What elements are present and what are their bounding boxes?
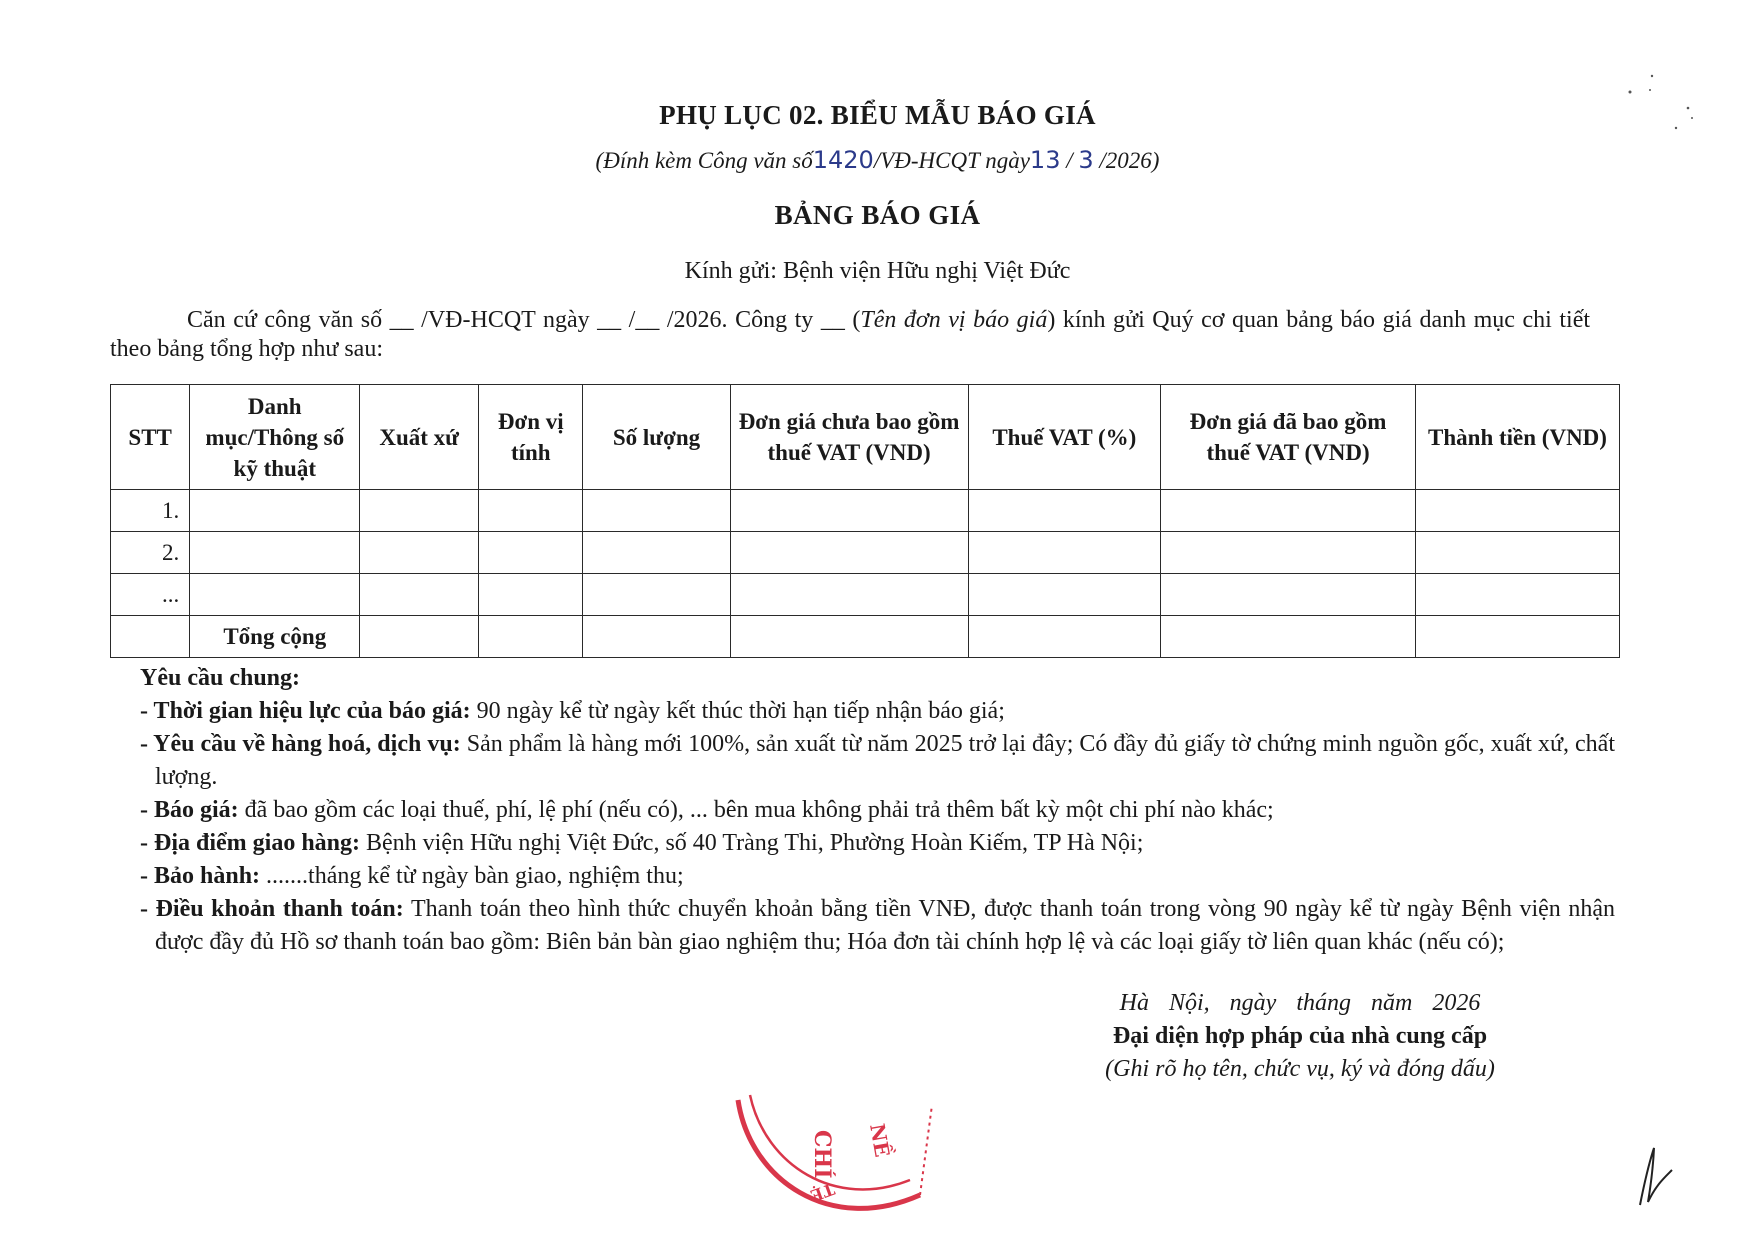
intro-text-after: ) kính gửi Quý cơ quan bảng báo giá danh mục chi tiết theo bảng tổng hợp như sau: xyxy=(110,307,1591,362)
row-stt: 2. xyxy=(111,532,190,574)
intro-italic-placeholder: Tên đơn vị báo giá xyxy=(860,307,1048,333)
header-origin: Xuất xứ xyxy=(360,385,479,490)
table-cell xyxy=(360,616,479,658)
header-vat-rate: Thuế VAT (%) xyxy=(968,385,1161,490)
requirement-item xyxy=(140,827,1615,860)
requirement-label: - Địa điểm giao hàng: xyxy=(140,830,361,856)
header-stt: STT xyxy=(111,385,190,490)
red-seal-stamp-icon xyxy=(720,1085,950,1230)
table-cell xyxy=(479,490,583,532)
header-amount: Thành tiền (VND) xyxy=(1416,385,1620,490)
requirement-text: .......tháng kể từ ngày bàn giao, nghiệm thu; xyxy=(260,863,684,889)
table-cell xyxy=(1161,490,1416,532)
requirement-item xyxy=(140,728,1615,794)
table-cell xyxy=(1416,616,1620,658)
svg-text:TỆ: TỆ xyxy=(807,1179,838,1206)
table-cell xyxy=(360,574,479,616)
table-cell xyxy=(111,616,190,658)
signature-note: (Ghi rõ họ tên, chức vụ, ký và đóng dấu) xyxy=(1105,1056,1495,1082)
table-cell xyxy=(583,532,730,574)
table-total-row xyxy=(111,616,1620,658)
table-cell xyxy=(1161,574,1416,616)
table-cell xyxy=(968,490,1161,532)
subtitle-prefix: (Đính kèm Công văn số xyxy=(595,148,813,173)
table-cell xyxy=(360,490,479,532)
table-cell xyxy=(968,532,1161,574)
table-cell xyxy=(730,490,968,532)
intro-text-before: Căn cứ công văn số __ /VĐ-HCQT ngày __ /__ /2026. Công ty __ ( xyxy=(187,307,861,333)
table-cell xyxy=(1161,616,1416,658)
table-cell xyxy=(583,616,730,658)
requirement-label: - Thời gian hiệu lực của báo giá: xyxy=(140,698,471,724)
row-stt: 1. xyxy=(111,490,190,532)
requirements-heading: Yêu cầu chung: xyxy=(140,665,301,691)
table-cell xyxy=(190,490,360,532)
table-cell xyxy=(360,532,479,574)
header-quantity: Số lượng xyxy=(583,385,730,490)
table-cell xyxy=(479,616,583,658)
table-cell xyxy=(730,574,968,616)
requirement-text: Thanh toán theo hình thức chuyển khoản bằng tiền VNĐ, được thanh toán trong vòng 90 ngày kể từ ngày Bệnh viện nhận được đầy đủ Hồ sơ thanh toán bao gồm: Biên bản bàn giao nghiệm thu; Hóa đơn tài chính hợp lệ và các loại giấy tờ liên quan khác (nếu có); xyxy=(155,896,1616,955)
handwritten-initial-icon xyxy=(1620,1140,1680,1210)
header-price-incl-vat: Đơn giá đã bao gồm thuế VAT (VND) xyxy=(1161,385,1416,490)
header-unit: Đơn vị tính xyxy=(479,385,583,490)
requirement-item xyxy=(140,893,1615,959)
svg-text:CHÍ: CHÍ xyxy=(809,1130,835,1179)
handwritten-doc-number: 1420 xyxy=(812,146,874,174)
subtitle-mid: /VĐ-HCQT ngày xyxy=(873,148,1030,173)
table-cell xyxy=(479,532,583,574)
requirement-item xyxy=(140,860,1615,893)
signature-date-line: Hà Nội, ngày tháng năm 2026 xyxy=(1119,990,1481,1016)
table-cell xyxy=(583,574,730,616)
signature-representative: Đại diện hợp pháp của nhà cung cấp xyxy=(1112,1023,1488,1049)
table-row xyxy=(111,532,1620,574)
appendix-title: PHỤ LỤC 02. BIỂU MẪU BÁO GIÁ xyxy=(659,100,1096,130)
table-cell xyxy=(1416,574,1620,616)
table-row xyxy=(111,490,1620,532)
general-requirements xyxy=(140,662,1615,959)
table-cell xyxy=(479,574,583,616)
requirement-item xyxy=(140,794,1615,827)
requirement-text: Bệnh viện Hữu nghị Việt Đức, số 40 Tràng Thi, Phường Hoàn Kiếm, TP Hà Nội; xyxy=(360,830,1144,856)
total-label: Tổng cộng xyxy=(190,616,360,658)
table-cell xyxy=(968,616,1161,658)
requirement-text: Sản phẩm là hàng mới 100%, sản xuất từ năm 2025 trở lại đây; Có đầy đủ giấy tờ chứng minh nguồn gốc, xuất xứ, chất lượng. xyxy=(155,731,1615,790)
scan-speck-marks-icon xyxy=(1620,70,1700,140)
intro-paragraph xyxy=(110,306,1590,364)
requirement-label: - Điều khoản thanh toán: xyxy=(140,896,404,922)
header-item-spec: Danh mục/Thông số kỹ thuật xyxy=(190,385,360,490)
subtitle-sep: / xyxy=(1060,148,1079,173)
requirement-item xyxy=(140,695,1615,728)
table-cell xyxy=(1161,532,1416,574)
table-cell xyxy=(1416,490,1620,532)
handwritten-day: 13 xyxy=(1029,146,1061,174)
table-cell xyxy=(583,490,730,532)
signature-block xyxy=(980,987,1620,1086)
header-price-excl-vat: Đơn giá chưa bao gồm thuế VAT (VND) xyxy=(730,385,968,490)
quote-table xyxy=(110,384,1620,658)
table-cell xyxy=(730,616,968,658)
requirement-label: - Bảo hành: xyxy=(140,863,261,889)
recipient-line: Kính gửi: Bệnh viện Hữu nghị Việt Đức xyxy=(684,258,1071,284)
table-cell xyxy=(730,532,968,574)
table-cell xyxy=(968,574,1161,616)
quote-table-title: BẢNG BÁO GIÁ xyxy=(774,200,981,230)
svg-text:NỀ: NỀ xyxy=(865,1121,895,1159)
table-cell xyxy=(190,532,360,574)
handwritten-month: 3 xyxy=(1078,146,1094,174)
requirement-text: 90 ngày kể từ ngày kết thúc thời hạn tiếp nhận báo giá; xyxy=(470,698,1005,724)
attachment-note xyxy=(0,146,1755,174)
subtitle-suffix: /2026) xyxy=(1093,148,1160,173)
row-stt: ... xyxy=(111,574,190,616)
table-header-row xyxy=(111,385,1620,490)
table-cell xyxy=(1416,532,1620,574)
requirement-label: - Báo giá: xyxy=(140,797,239,823)
table-cell xyxy=(190,574,360,616)
requirement-text: đã bao gồm các loại thuế, phí, lệ phí (nếu có), ... bên mua không phải trả thêm bất kỳ một chi phí nào khác; xyxy=(238,797,1274,823)
table-row xyxy=(111,574,1620,616)
requirement-label: - Yêu cầu về hàng hoá, dịch vụ: xyxy=(140,731,461,757)
